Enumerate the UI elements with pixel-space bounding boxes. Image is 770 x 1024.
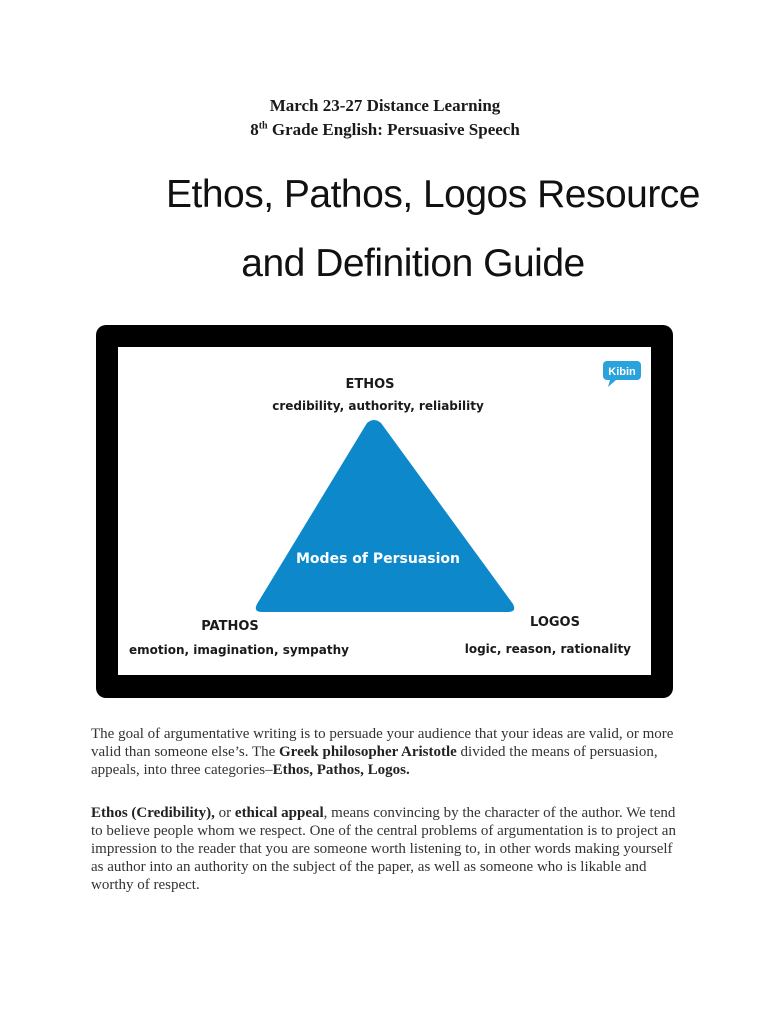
triangle-center-label: Modes of Persuasion [296,551,460,567]
page-title-line-1-text: Ethos, Pathos, Logos Resource [166,173,700,216]
header-line-1-text: March 23-27 Distance Learning [269,96,501,115]
intro-bold-aristotle: Greek philosopher Aristotle [279,744,457,760]
ethos-paragraph-text-a: or [214,805,235,821]
logos-label: LOGOS [530,615,580,630]
header-grade-suffix: th [258,120,268,132]
header-grade-number: 8 [250,120,259,139]
logos-description: logic, reason, rationality [464,642,631,656]
header-course-title: Grade English: Persuasive Speech [267,120,520,139]
page-title-line-2-text: and Definition Guide [241,242,585,285]
persuasion-triangle [256,420,514,612]
ethos-label: ETHOS [345,377,395,392]
kibin-badge-tail [608,380,616,387]
intro-text-a: The goal of argumentative writing is to persuade your audience that your ideas are valid, or more valid than someone else’s. The [91,726,674,760]
intro-bold-categories: Ethos, Pathos, Logos. [272,762,410,778]
ethos-paragraph-bold-appeal: ethical appeal [234,805,324,821]
diagram-frame [96,325,673,698]
header-line-2 [0,118,770,142]
page-title-line-1 [0,161,770,229]
modes-of-persuasion-diagram [118,347,651,675]
kibin-logo-badge [603,361,641,387]
intro-text-b: divided the means of persuasion, appeals, into three categories– [91,744,658,778]
diagram-screen [118,347,651,675]
ethos-description: credibility, authority, reliability [272,399,484,413]
header-line-1 [0,94,770,118]
pathos-label: PATHOS [201,619,259,634]
page-title-line-2 [0,230,770,298]
ethos-paragraph-bold-term: Ethos (Credibility), [91,805,215,821]
kibin-badge-text: Kibin [608,366,636,378]
ethos-paragraph-text-b: , means convincing by the character of the author. We tend to believe people whom we respect. One of the central problems of argumentation is to project an impression to the reader that you are someone worth listening to, in other words making yourself as author into an authority on the subject of the paper, as well as someone who is likable and worthy of respect. [91,805,676,893]
ethos-paragraph [91,804,681,894]
pathos-description: emotion, imagination, sympathy [129,643,349,657]
intro-paragraph [91,725,681,779]
